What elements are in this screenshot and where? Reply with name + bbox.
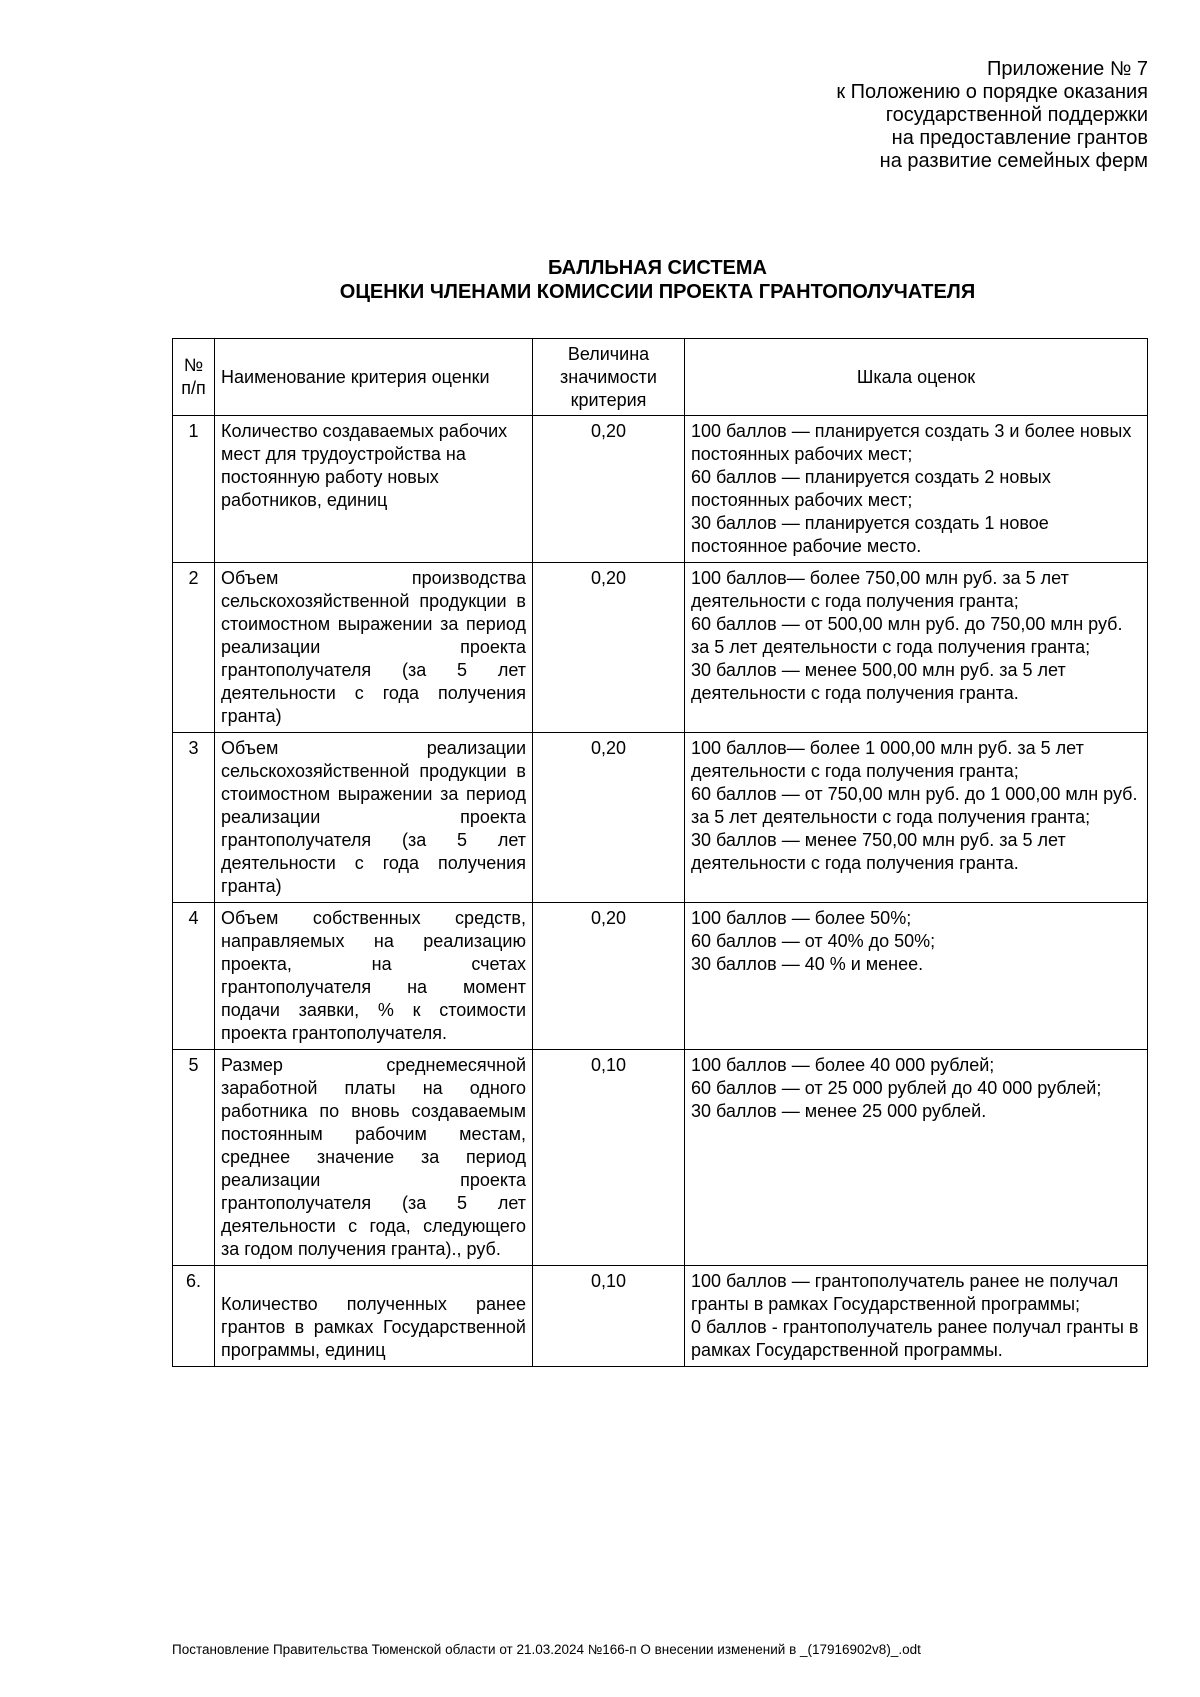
footer-note: Постановление Правительства Тюменской области от 21.03.2024 №166-п О внесении изменений в _(17916902v8)_.odt [172,1642,921,1657]
table-row [173,733,1148,903]
appendix-header [628,58,1148,173]
row-number: 4 [173,903,215,1050]
row-number: 2 [173,563,215,733]
criterion-name: Количество создаваемых рабочих мест для трудоустройства на постоянную работу новых работников, единиц [215,416,533,563]
scale-line: 100 баллов — более 50%; [691,908,912,928]
scale-line: 60 баллов — от 25 000 рублей до 40 000 рублей; [691,1078,1102,1098]
criterion-scale [685,416,1148,563]
criterion-scale [685,1266,1148,1367]
scale-line: 30 баллов — менее 500,00 млн руб. за 5 лет деятельности с года получения гранта. [691,660,1066,703]
header-scale: Шкала оценок [685,339,1148,416]
criterion-name: Размер среднемесячной заработной платы на одного работника по вновь создаваемым постоянным рабочим местам, среднее значение за период реализации проекта грантополучателя (за 5 лет деятельности с года, следующего за годом получения гранта)., руб. [215,1050,533,1266]
scale-line: 100 баллов — грантополучатель ранее не получал гранты в рамках Государственной программы; [691,1271,1119,1314]
appendix-line: на развитие семейных ферм [879,150,1148,172]
criterion-weight: 0,10 [533,1266,685,1367]
criterion-scale [685,563,1148,733]
scale-line: 60 баллов — от 500,00 млн руб. до 750,00 млн руб. за 5 лет деятельности с года получения гранта; [691,614,1123,657]
scale-line: 60 баллов — от 40% до 50%; [691,931,936,951]
header-num: № п/п [173,339,215,416]
header-name: Наименование критерия оценки [215,339,533,416]
criterion-name: Количество полученных ранее грантов в рамках Государственной программы, единиц [215,1266,533,1367]
criterion-weight: 0,20 [533,733,685,903]
appendix-line: на предоставление грантов [891,127,1148,149]
criterion-weight: 0,20 [533,416,685,563]
appendix-line: к Положению о порядке оказания [836,81,1148,103]
criterion-weight: 0,10 [533,1050,685,1266]
table-row [173,1050,1148,1266]
scale-line: 30 баллов — менее 25 000 рублей. [691,1101,987,1121]
appendix-line: Приложение № 7 [987,58,1148,80]
appendix-line: государственной поддержки [885,104,1148,126]
criterion-scale [685,733,1148,903]
row-number: 5 [173,1050,215,1266]
scale-line: 100 баллов— более 1 000,00 млн руб. за 5 лет деятельности с года получения гранта; [691,738,1084,781]
scale-line: 100 баллов— более 750,00 млн руб. за 5 лет деятельности с года получения гранта; [691,568,1069,611]
scale-line: 100 баллов — планируется создать 3 и более новых постоянных рабочих мест; [691,421,1132,464]
criterion-weight: 0,20 [533,563,685,733]
criterion-name: Объем производства сельскохозяйственной продукции в стоимостном выражении за период реализации проекта грантополучателя (за 5 лет деятельности с года получения гранта) [215,563,533,733]
title-line-2: ОЦЕНКИ ЧЛЕНАМИ КОМИССИИ ПРОЕКТА ГРАНТОПОЛУЧАТЕЛЯ [339,281,976,303]
criterion-scale [685,903,1148,1050]
table-row [173,1266,1148,1367]
criterion-scale [685,1050,1148,1266]
criterion-name: Объем собственных средств, направляемых на реализацию проекта, на счетах грантополучателя на момент подачи заявки, % к стоимости проекта грантополучателя. [215,903,533,1050]
scale-line: 30 баллов — 40 % и менее. [691,954,924,974]
criterion-name: Объем реализации сельскохозяйственной продукции в стоимостном выражении за период реализации проекта грантополучателя (за 5 лет деятельности с года получения гранта) [215,733,533,903]
header-weight: Величина значимости критерия [533,339,685,416]
scale-line: 0 баллов - грантополучатель ранее получал гранты в рамках Государственной программы. [691,1317,1139,1360]
table-row [173,416,1148,563]
row-number: 6. [173,1266,215,1367]
criterion-weight: 0,20 [533,903,685,1050]
row-number: 3 [173,733,215,903]
table-header-row [173,339,1148,416]
document-title [170,256,1145,304]
criteria-table [172,338,1148,1367]
scale-line: 30 баллов — планируется создать 1 новое постоянное рабочие место. [691,513,1049,556]
scale-line: 100 баллов — более 40 000 рублей; [691,1055,995,1075]
scale-line: 60 баллов — планируется создать 2 новых постоянных рабочих мест; [691,467,1051,510]
title-line-1: БАЛЛЬНАЯ СИСТЕМА [548,257,767,279]
scale-line: 30 баллов — менее 750,00 млн руб. за 5 лет деятельности с года получения гранта. [691,830,1066,873]
table-row [173,903,1148,1050]
table-row [173,563,1148,733]
row-number: 1 [173,416,215,563]
scale-line: 60 баллов — от 750,00 млн руб. до 1 000,00 млн руб. за 5 лет деятельности с года получения гранта; [691,784,1138,827]
